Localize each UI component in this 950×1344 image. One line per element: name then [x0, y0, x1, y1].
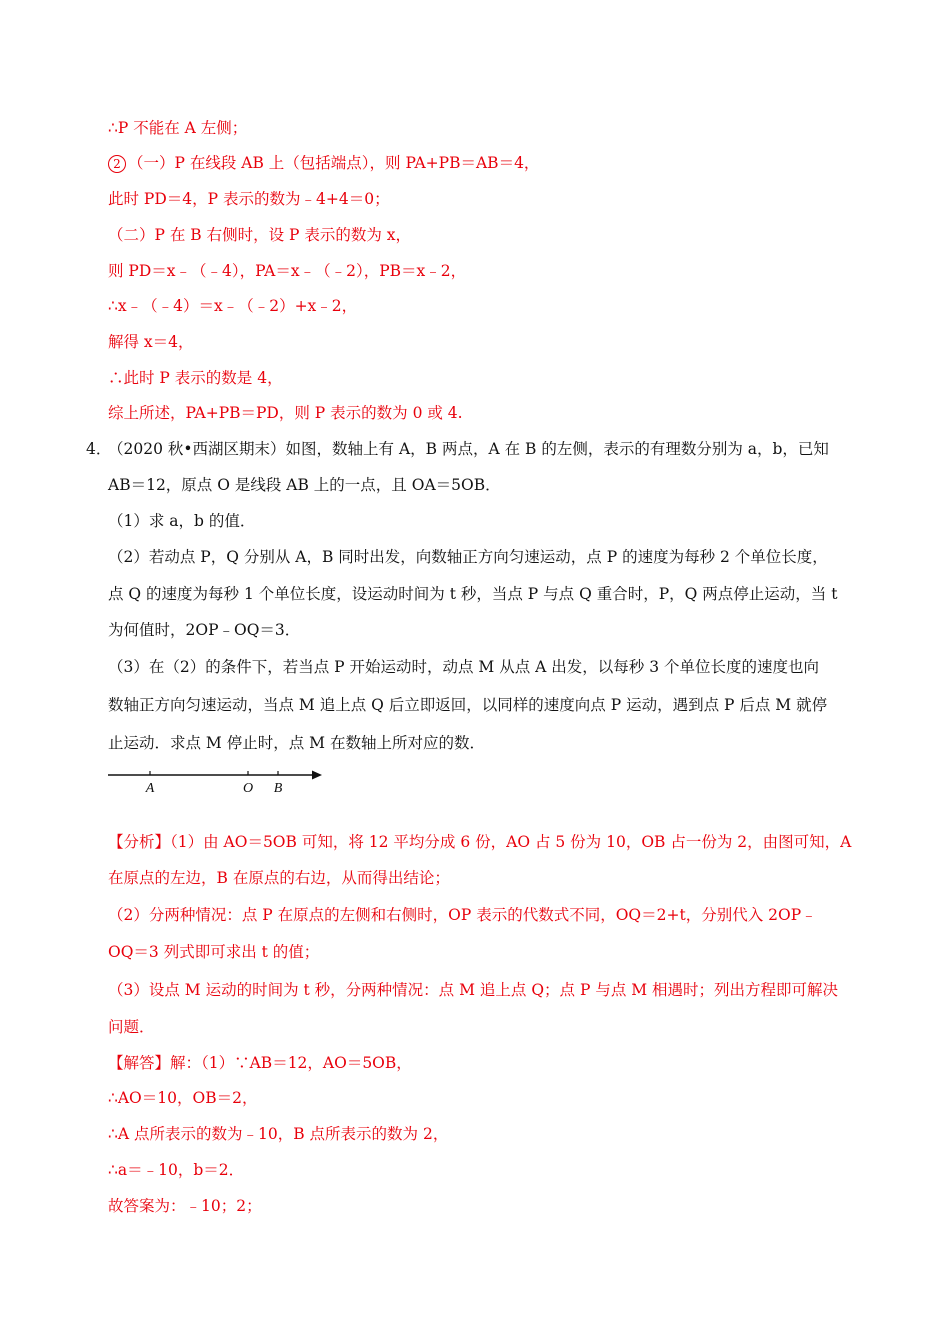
- label-b: B: [273, 781, 283, 796]
- question-line-7: （3）在（2）的条件下，若当点 P 开始运动时，动点 M 从点 A 出发，以每秒 3 个单位长度的速度也向: [108, 658, 819, 676]
- circled-number: 2: [108, 155, 126, 173]
- question-line-8: 数轴正方向匀速运动，当点 M 追上点 Q 后立即返回，以同样的速度向点 P 运动，遇到点 P 后点 M 就停: [108, 696, 828, 714]
- solution-line-8: ∴此时 P 表示的数是 4，: [108, 369, 283, 387]
- label-o: O: [242, 781, 254, 796]
- label-a: A: [145, 781, 155, 796]
- solution-line-2: 2 （一）P 在线段 AB 上（包括端点），则 PA+PB＝AB＝4，: [108, 153, 866, 173]
- analysis-line-4: OQ＝3 列式即可求出 t 的值；: [108, 943, 320, 961]
- number-line-arrow: [312, 771, 322, 780]
- question-line-6: 为何值时，2OP﹣OQ＝3．: [108, 621, 301, 639]
- question-line-9: 止运动．求点 M 停止时，点 M 在数轴上所对应的数．: [108, 734, 485, 752]
- analysis-line-1: 【分析】（1）由 AO＝5OB 可知，将 12 平均分成 6 份，AO 占 5 份为 10，OB 占一份为 2，由图可知，A: [108, 833, 852, 851]
- question-number: 4．: [86, 440, 112, 458]
- question-line-3: （1）求 a，b 的值．: [108, 512, 256, 530]
- solution-line-3: 此时 PD＝4，P 表示的数为﹣4+4＝0；: [108, 190, 390, 208]
- solution-line-4: （二）P 在 B 右侧时，设 P 表示的数为 x，: [108, 226, 412, 244]
- question-line-4: （2）若动点 P，Q 分别从 A，B 同时出发，向数轴正方向匀速运动，点 P 的速度为每秒 2 个单位长度，: [108, 548, 828, 566]
- analysis-line-2: 在原点的左边，B 在原点的右边，从而得出结论；: [108, 869, 450, 887]
- answer-line-4: ∴a＝﹣10，b＝2．: [108, 1161, 245, 1179]
- answer-line-5: 故答案为：﹣10；2；: [108, 1197, 262, 1215]
- answer-line-1: 【解答】解：（1）∵AB＝12，AO＝5OB，: [108, 1054, 412, 1072]
- answer-line-3: ∴A 点所表示的数为﹣10，B 点所表示的数为 2，: [108, 1125, 449, 1143]
- solution-line-5: 则 PD＝x﹣（﹣4），PA＝x﹣（﹣2），PB＝x﹣2，: [108, 262, 467, 280]
- question-line-1: （2020 秋•西湖区期末）如图，数轴上有 A，B 两点，A 在 B 的左侧，表示的有理数分别为 a，b，已知: [108, 440, 829, 458]
- solution-line-9: 综上所述，PA+PB＝PD，则 P 表示的数为 0 或 4.: [108, 404, 463, 422]
- solution-line-6: ∴x﹣（﹣4）＝x﹣（﹣2）+x﹣2，: [108, 297, 358, 315]
- answer-line-2: ∴AO＝10，OB＝2，: [108, 1089, 258, 1107]
- question-line-5: 点 Q 的速度为每秒 1 个单位长度，设运动时间为 t 秒，当点 P 与点 Q 重合时，P，Q 两点停止运动，当 t: [108, 585, 838, 603]
- analysis-line-6: 问题．: [108, 1018, 155, 1036]
- analysis-line-3: （2）分两种情况：点 P 在原点的左侧和右侧时，OP 表示的代数式不同，OQ＝2+t，分别代入 2OP﹣: [108, 906, 817, 924]
- question-line-2: AB＝12，原点 O 是线段 AB 上的一点，且 OA＝5OB．: [108, 476, 501, 494]
- number-line-figure: [108, 762, 328, 798]
- solution-line-7: 解得 x＝4，: [108, 333, 194, 351]
- analysis-line-5: （3）设点 M 运动的时间为 t 秒，分两种情况：点 M 追上点 Q；点 P 与点 M 相遇时；列出方程即可解决: [108, 981, 839, 999]
- solution-line-1: ∴P 不能在 A 左侧；: [108, 119, 248, 137]
